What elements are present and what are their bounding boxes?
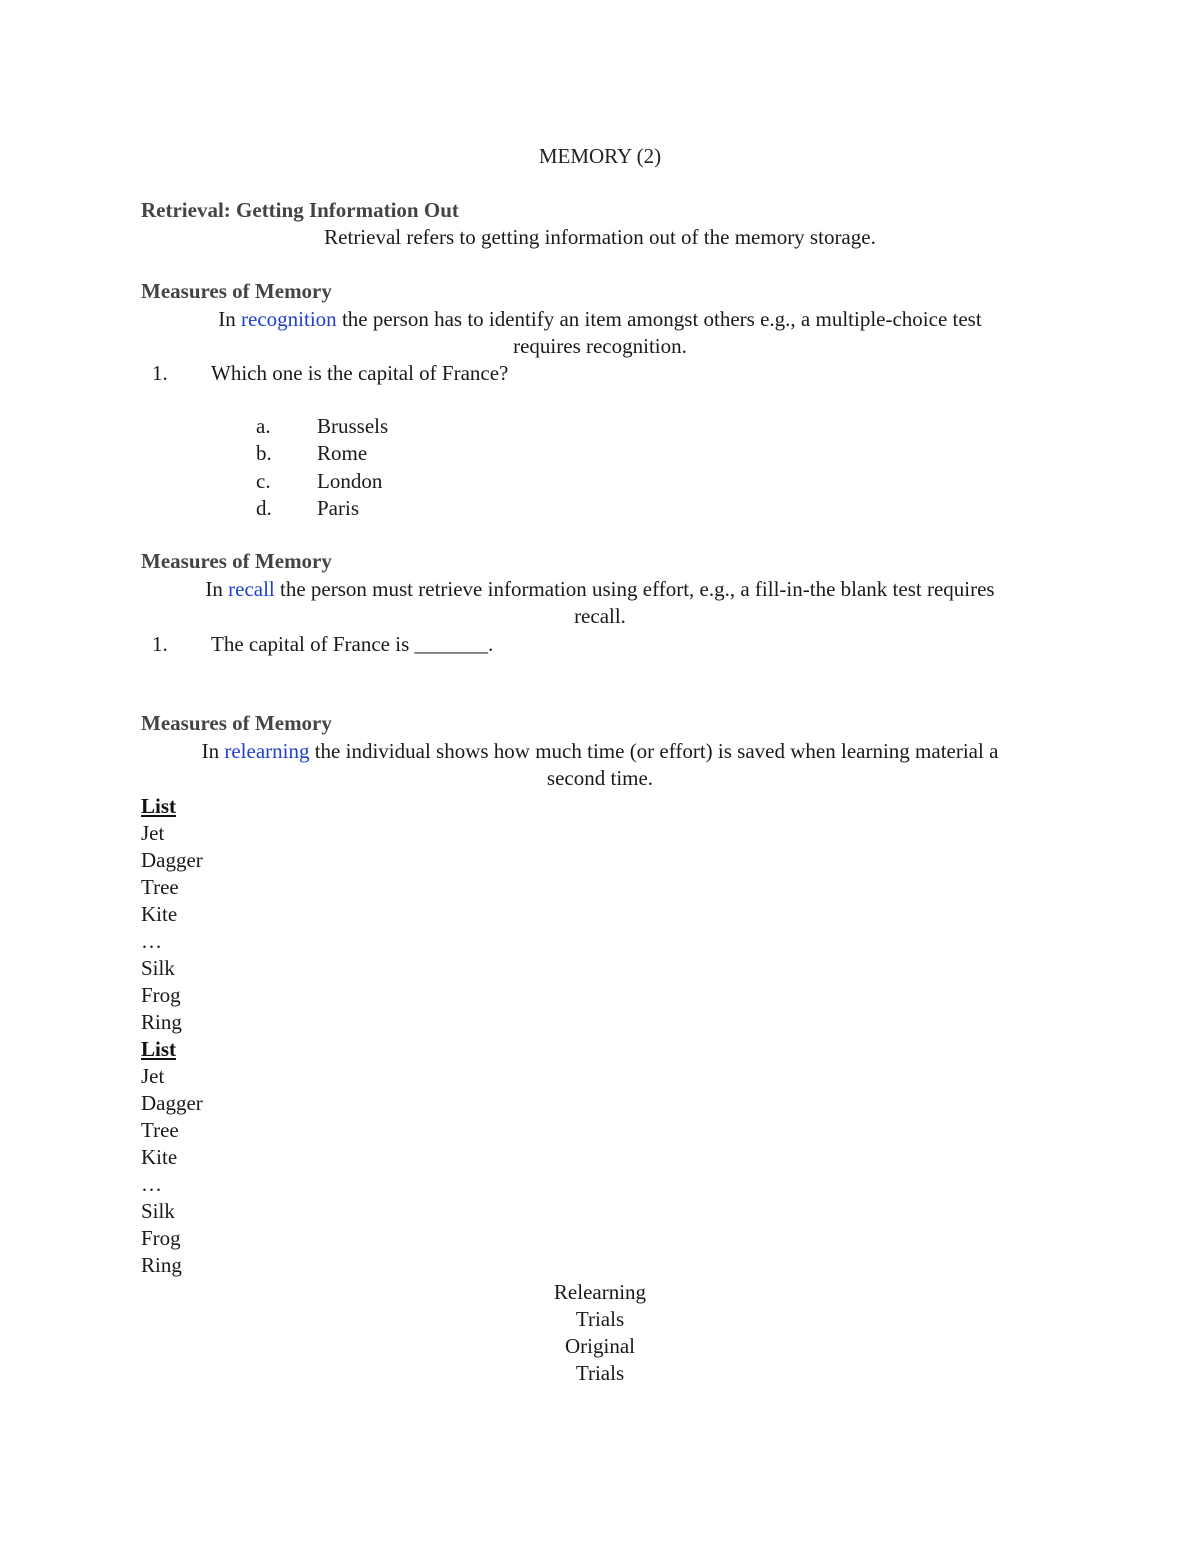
list-item: Frog xyxy=(141,1226,181,1250)
retrieval-definition: Retrieval refers to getting information out of the memory storage. xyxy=(324,225,876,249)
formula-line: Trials xyxy=(575,1307,625,1331)
relearning-definition-line1 xyxy=(0,738,1200,765)
option-text: London xyxy=(317,469,383,493)
list-item: Jet xyxy=(141,1064,165,1088)
list-ellipsis: … xyxy=(141,1172,162,1196)
relearning-heading: Measures of Memory xyxy=(141,711,332,735)
recall-definition-line1 xyxy=(0,576,1200,603)
list-item: Tree xyxy=(141,1118,179,1142)
list-header: List xyxy=(141,794,177,818)
list-item: Ring xyxy=(141,1010,182,1034)
list-header: List xyxy=(141,1037,177,1061)
option-letter: d. xyxy=(256,496,272,520)
option-text: Brussels xyxy=(317,414,389,438)
recall-definition-line2: recall. xyxy=(574,604,626,628)
option-text: Rome xyxy=(317,441,368,465)
recognition-pre: In xyxy=(218,307,242,331)
list-item: Frog xyxy=(141,983,181,1007)
list-item: Dagger xyxy=(141,1091,203,1115)
list-ellipsis: … xyxy=(141,929,162,953)
list-item: Silk xyxy=(141,1199,175,1223)
list-item: Kite xyxy=(141,902,178,926)
list-item: Tree xyxy=(141,875,179,899)
recognition-post: the person has to identify an item amongst others e.g., a multiple-choice test xyxy=(336,307,982,331)
recognition-heading: Measures of Memory xyxy=(141,279,332,303)
option-letter: c. xyxy=(256,469,271,493)
relearning-definition-line2: second time. xyxy=(546,766,654,790)
recognition-definition-line1 xyxy=(0,306,1200,333)
list-item: Silk xyxy=(141,956,175,980)
formula-line: Relearning xyxy=(553,1280,647,1304)
formula-line: Trials xyxy=(575,1361,625,1385)
recall-question-number: 1. xyxy=(152,632,168,656)
option-text: Paris xyxy=(317,496,359,520)
recall-heading: Measures of Memory xyxy=(141,549,332,573)
recall-pre: In xyxy=(205,577,229,601)
recognition-question-number: 1. xyxy=(152,361,168,385)
relearning-post: the individual shows how much time (or effort) is saved when learning material a xyxy=(309,739,999,763)
recognition-term: recognition xyxy=(241,307,337,331)
recognition-definition-line2: requires recognition. xyxy=(513,334,687,358)
page-title: MEMORY (2) xyxy=(538,144,662,168)
recall-question: The capital of France is _______. xyxy=(211,632,494,656)
list-item: Ring xyxy=(141,1253,182,1277)
formula-line: Original xyxy=(565,1334,635,1358)
list-item: Dagger xyxy=(141,848,203,872)
relearning-term: relearning xyxy=(224,739,310,763)
list-item: Kite xyxy=(141,1145,178,1169)
recall-post: the person must retrieve information using effort, e.g., a fill-in-the blank test requires xyxy=(274,577,995,601)
relearning-pre: In xyxy=(201,739,225,763)
recall-term: recall xyxy=(228,577,275,601)
recognition-question: Which one is the capital of France? xyxy=(211,361,509,385)
option-letter: a. xyxy=(256,414,271,438)
option-letter: b. xyxy=(256,441,272,465)
list-item: Jet xyxy=(141,821,165,845)
retrieval-heading: Retrieval: Getting Information Out xyxy=(141,198,459,222)
